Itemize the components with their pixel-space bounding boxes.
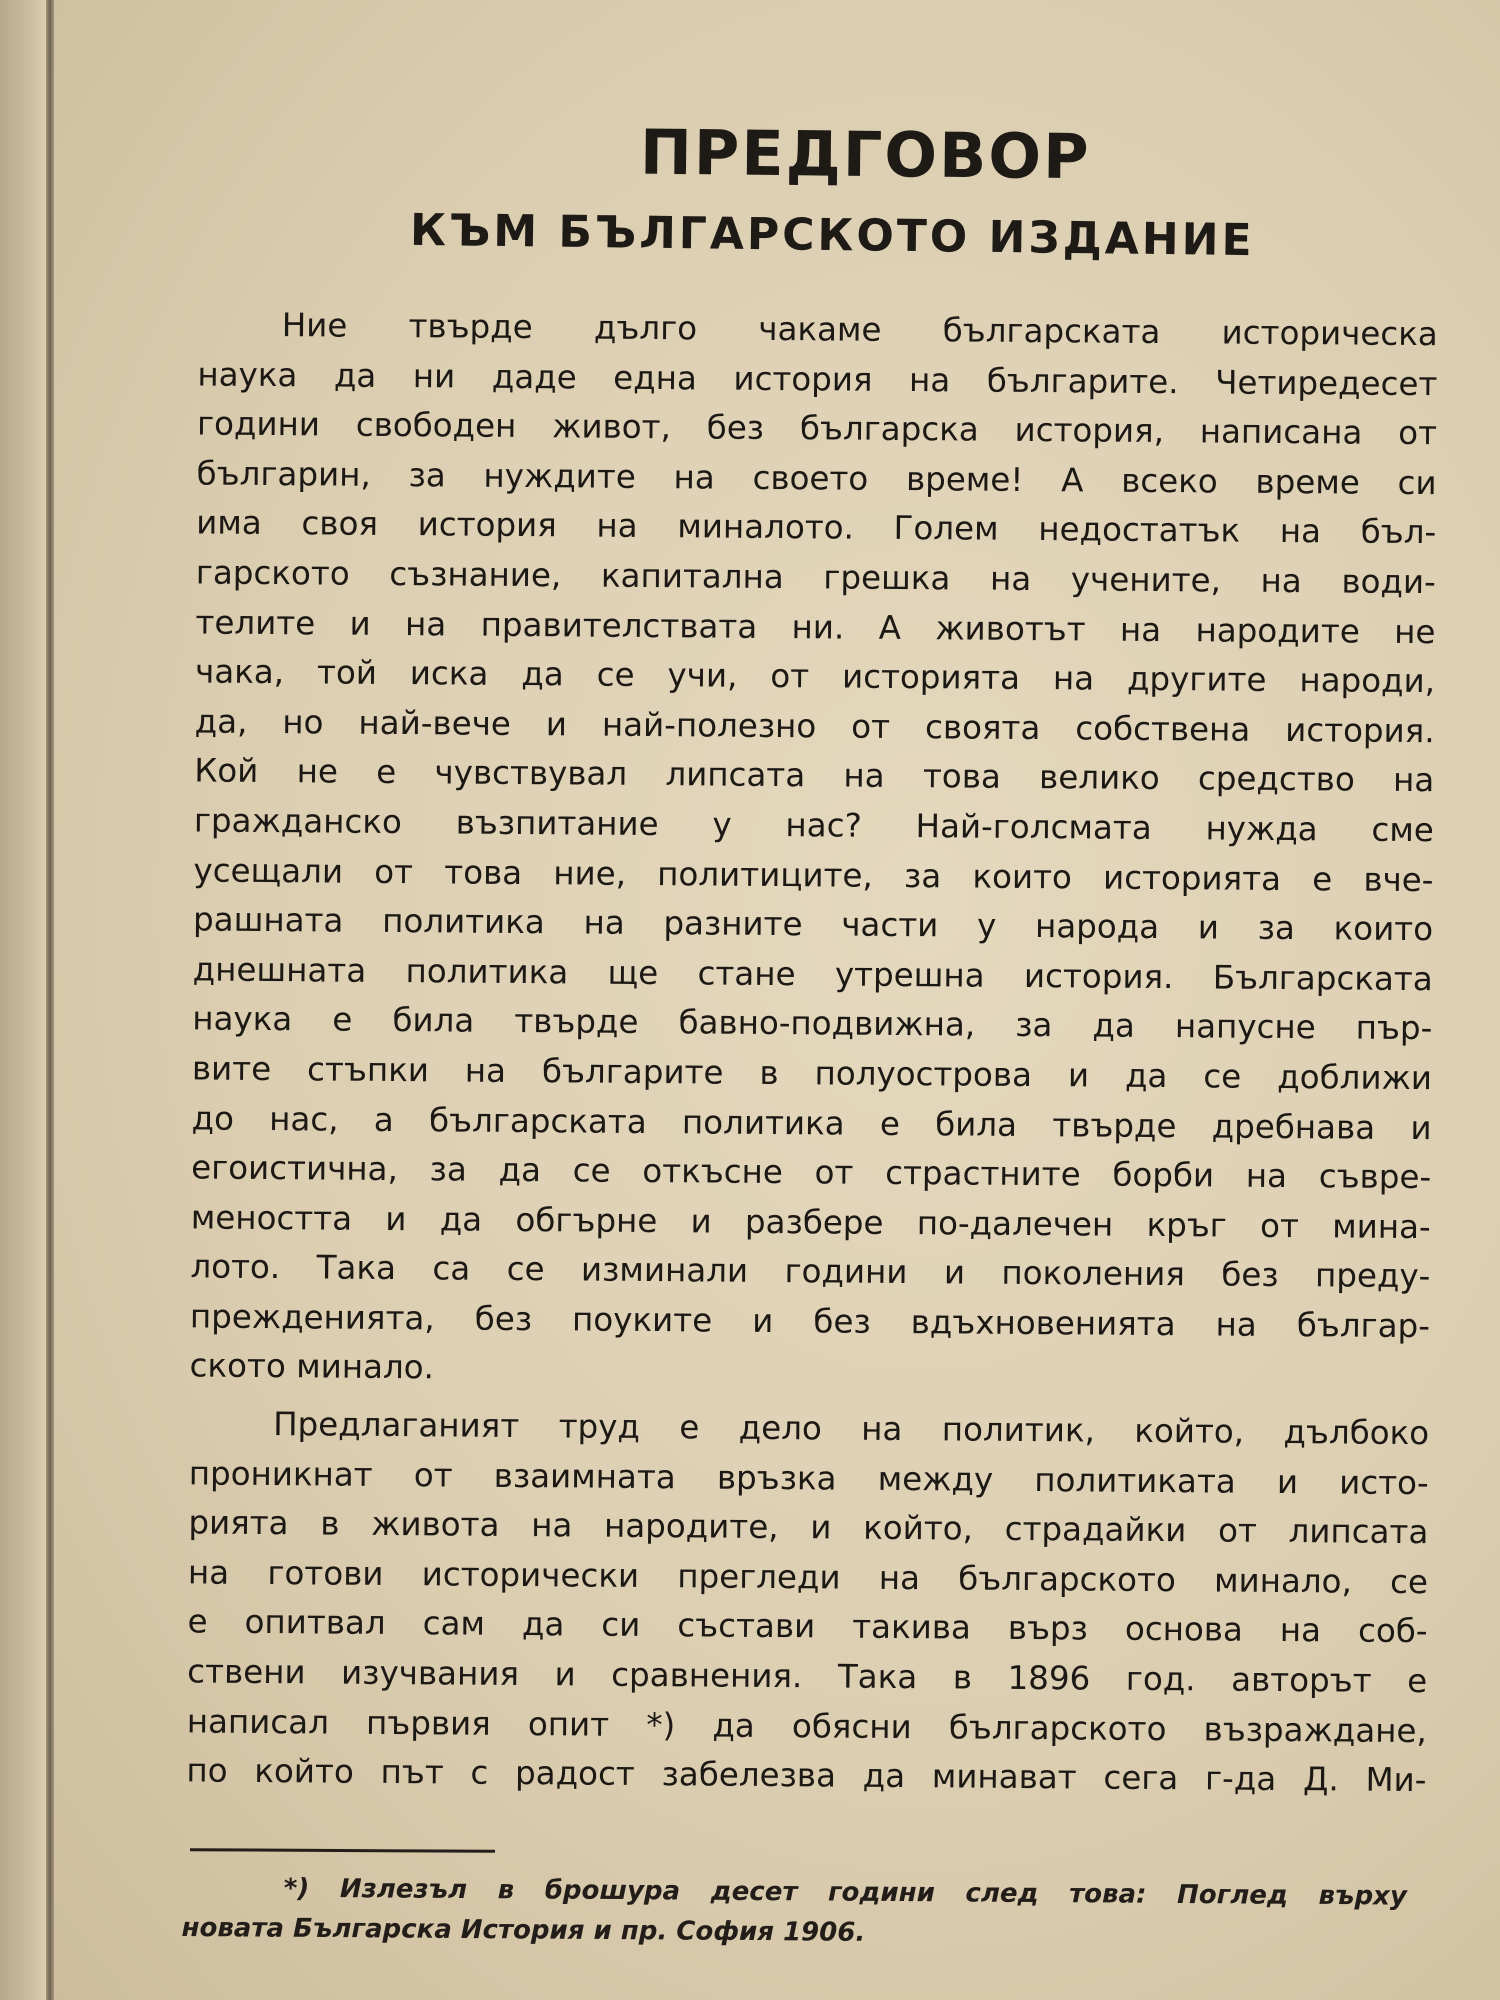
text-line: по който път с радост забелезва да минават сега г-да Д. Ми- — [186, 1751, 1427, 1800]
book-spine — [46, 0, 54, 2000]
text-line: чака, той иска да се учи, от историята на другите народи, — [194, 652, 1436, 701]
text-line: е опитвал сам да си състави такива въpз основа на соб- — [187, 1602, 1428, 1651]
text-line: до нас, а българската политика е била твърде дребнава и — [191, 1098, 1432, 1147]
text-line: години свободен живот, без българска история, написана от — [196, 404, 1438, 453]
text-line: рашната политика на разните части у народа и за които — [192, 900, 1434, 949]
text-line: гражданско възпитание у нас? Най-голсмата нужда сме — [193, 801, 1435, 850]
text-line: да, но най-вече и най-полезно от своята собствена история. — [194, 702, 1435, 750]
text-line: наука да ни даде една история на българите. Четиредесет — [197, 355, 1438, 403]
text-line: телите и на правителствата ни. А животът на народите не — [195, 603, 1436, 651]
text-line: меността и да обгърне и разбере по-далечен кръг от мина- — [190, 1198, 1431, 1246]
text-line: днешната политика ще стане утрешна история. Българската — [192, 950, 1433, 998]
text-line: рията в живота на народите, и който, страдайки от липсата — [188, 1503, 1429, 1552]
paragraph-1 — [131, 300, 1438, 1401]
footnote — [181, 1868, 1422, 1957]
body-text — [128, 300, 1438, 1806]
text-line: има своя история на миналото. Голем недостатък на бъл- — [196, 503, 1437, 552]
text-line: наука е била твърде бавно-подвижна, за да напусне пър- — [192, 999, 1433, 1048]
text-line: на готови исторически прегледи на българското минало, се — [187, 1553, 1429, 1601]
text-line: прежденията, без поуките и без вдъхновенията на българ- — [189, 1297, 1431, 1346]
text-line: лото. Така са се изминали години и поколения без преду- — [190, 1247, 1431, 1296]
footnote-line: новата Българска История и пр. София 1906. — [181, 1912, 866, 1948]
text-line: егоистична, за да се откъсне от страстните борби на съвре- — [191, 1148, 1432, 1197]
paragraph-2 — [128, 1399, 1430, 1806]
text-line: българин, за нуждите на своето време! А всеко време си — [196, 454, 1437, 502]
text-line: усещали от това ние, политиците, за които историята е вче- — [193, 850, 1434, 899]
text-line: написал първия опит *) да обясни българското възраждане, — [186, 1702, 1427, 1750]
text-line: проникнат от взаимната връзка между политиката и исто- — [188, 1454, 1429, 1502]
text-line: ското минало. — [189, 1346, 435, 1387]
text-line: гарското съзнание, капитална грешка на учените, на води- — [195, 553, 1436, 602]
text-line: Ние твърде дълго чакаме българската историческа — [281, 306, 1438, 354]
page-title: ПРЕДГОВОР — [639, 115, 1091, 194]
footnote-line: *) Излезъл в брошура десет години след това: Поглед върху — [283, 1873, 1407, 1912]
page-subtitle: КЪМ БЪЛГАРСКОТО ИЗДАНИЕ — [409, 204, 1255, 267]
text-line: Предлаганият труд е дело на политик, който, дълбоко — [273, 1405, 1430, 1453]
text-line: Кой не е чувствувал липсата на това велико средство на — [194, 751, 1435, 800]
text-line: ствени изучвания и сравнения. Така в 1896 год. авторът е — [187, 1652, 1428, 1701]
text-line: вите стъпки на българите в полуострова и да се доближи — [191, 1049, 1433, 1098]
